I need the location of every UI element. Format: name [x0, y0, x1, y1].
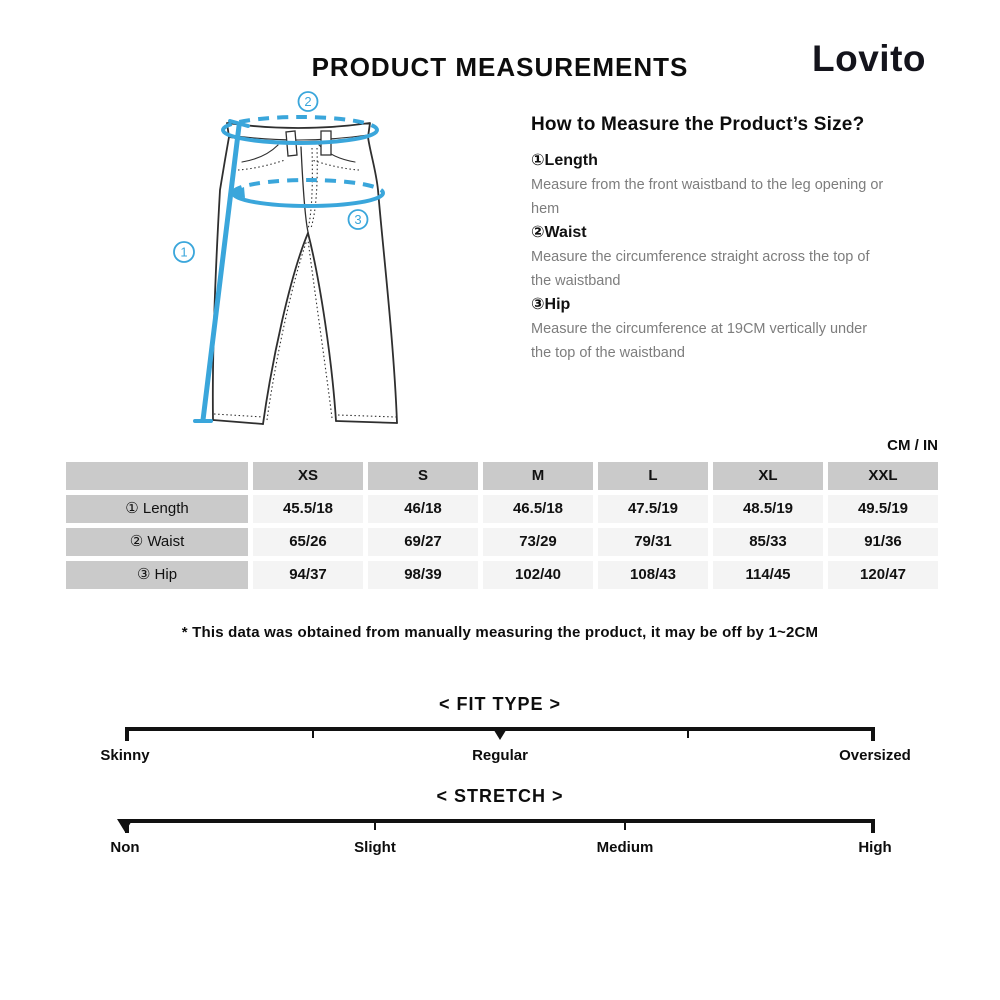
howto-item-length-desc: Measure from the front waistband to the leg opening or hem [531, 177, 884, 217]
fit-label-oversized: Oversized [839, 747, 911, 764]
waist-xl: 85/33 [713, 528, 823, 556]
how-to-measure [531, 114, 889, 365]
waist-m: 73/29 [483, 528, 593, 556]
howto-item-length-title: ①Length [531, 152, 598, 169]
col-header-l: L [598, 462, 708, 490]
table-corner-cell [66, 462, 248, 490]
disclaimer-note: * This data was obtained from manually measuring the product, it may be off by 1~2CM [181, 624, 819, 641]
pants-diagram [150, 90, 500, 440]
howto-item-hip-desc: Measure the circumference at 19CM vertically under the top of the waistband [531, 321, 868, 361]
stretch-scale [110, 819, 892, 856]
length-xs: 45.5/18 [253, 495, 363, 523]
unit-label: CM / IN [887, 437, 938, 454]
brand-logo: Lovito [812, 38, 926, 79]
pants-pockets [242, 145, 355, 162]
col-header-xxl: XXL [828, 462, 938, 490]
waist-l: 79/31 [598, 528, 708, 556]
pants-outline [213, 123, 397, 424]
circled-3: ③ [531, 296, 545, 313]
measurement-marks [174, 92, 383, 421]
stretch-tick-66 [624, 819, 626, 830]
page-title: PRODUCT MEASUREMENTS [311, 52, 689, 82]
length-l: 47.5/19 [598, 495, 708, 523]
hip-xs: 94/37 [253, 561, 363, 589]
col-header-s: S [368, 462, 478, 490]
row-label-hip: ③ Hip [66, 561, 248, 589]
stretch-tick-33 [374, 819, 376, 830]
fit-cap-right [871, 727, 875, 741]
hip-ellipse-solid [233, 193, 383, 206]
howto-item-waist-desc: Measure the circumference straight across the top of the waistband [531, 249, 870, 289]
howto-item-waist-title: ②Waist [531, 224, 587, 241]
col-header-m: M [483, 462, 593, 490]
annotation-2: 2 [304, 94, 312, 109]
circled-2: ② [531, 224, 545, 241]
hip-xxl: 120/47 [828, 561, 938, 589]
fit-tick-25 [312, 727, 314, 738]
stretch-label-high: High [858, 839, 892, 856]
circled-1: ① [531, 152, 545, 169]
hip-m: 102/40 [483, 561, 593, 589]
stretch-label-slight: Slight [354, 839, 396, 856]
col-header-xs: XS [253, 462, 363, 490]
fit-label-regular: Regular [472, 747, 528, 764]
hip-ellipse-dashed [233, 180, 383, 193]
col-header-xl: XL [713, 462, 823, 490]
fit-label-skinny: Skinny [100, 747, 150, 764]
waist-xs: 65/26 [253, 528, 363, 556]
fit-cap-left [125, 727, 129, 741]
length-xxl: 49.5/19 [828, 495, 938, 523]
fit-type-scale [100, 727, 911, 764]
row-label-waist: ② Waist [66, 528, 248, 556]
stretch-title: < STRETCH > [436, 786, 564, 806]
howto-item-hip-title: ③Hip [531, 296, 571, 313]
stretch-label-medium: Medium [596, 839, 654, 856]
stretch-label-non: Non [110, 839, 140, 856]
hip-l: 108/43 [598, 561, 708, 589]
length-s: 46/18 [368, 495, 478, 523]
waist-xxl: 91/36 [828, 528, 938, 556]
stretch-cap-right [871, 819, 875, 833]
annotation-1: 1 [180, 244, 188, 260]
stretch-marker [117, 819, 133, 832]
length-line [203, 126, 239, 420]
fit-tick-75 [687, 727, 689, 738]
howto-heading: How to Measure the Product’s Size? [531, 114, 865, 135]
fit-type-title: < FIT TYPE > [438, 694, 562, 714]
hip-s: 98/39 [368, 561, 478, 589]
row-label-length: ① Length [66, 495, 248, 523]
hip-xl: 114/45 [713, 561, 823, 589]
length-xl: 48.5/19 [713, 495, 823, 523]
measurements-table [66, 462, 938, 589]
annotation-3: 3 [354, 212, 362, 227]
length-m: 46.5/18 [483, 495, 593, 523]
waist-s: 69/27 [368, 528, 478, 556]
fit-type-marker [492, 727, 508, 740]
